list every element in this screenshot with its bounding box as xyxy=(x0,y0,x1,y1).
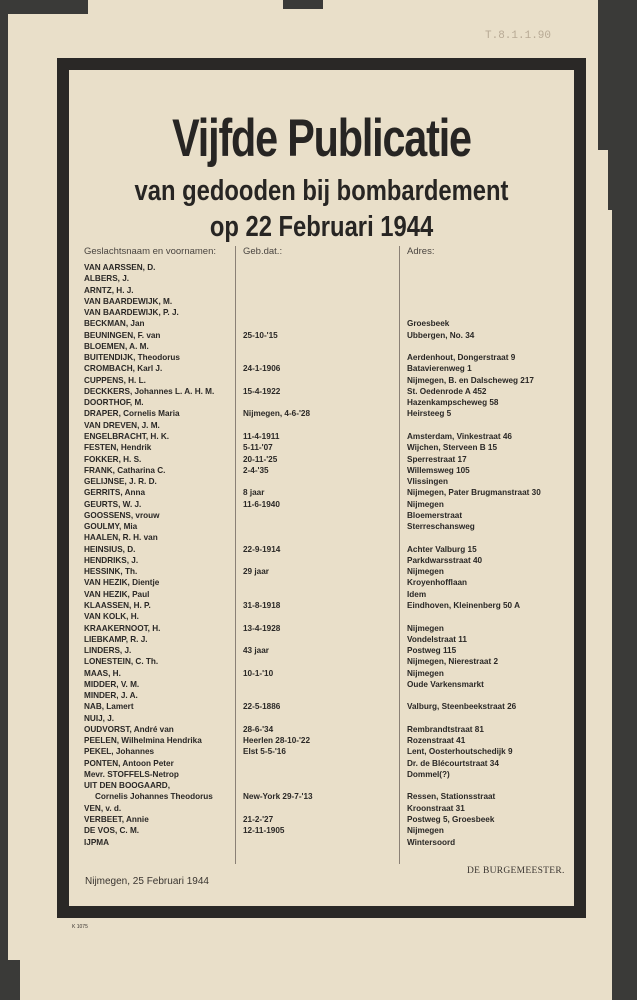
victim-name: GERRITS, Anna xyxy=(84,488,146,498)
victim-address: Heirsteeg 5 xyxy=(407,409,452,419)
victim-name: PEKEL, Johannes xyxy=(84,747,155,757)
victim-name: VAN BAARDEWIJK, P. J. xyxy=(84,308,179,318)
header-address: Adres: xyxy=(407,246,435,257)
list-item xyxy=(69,758,574,769)
victim-address: Rozenstraat 41 xyxy=(407,736,466,746)
birth-date: Heerlen 28-10-'22 xyxy=(243,736,311,746)
list-item xyxy=(69,352,574,363)
victim-name: VAN HEZIK, Paul xyxy=(84,589,150,599)
list-item xyxy=(69,397,574,408)
birth-date: 25-10-'15 xyxy=(243,330,278,340)
birth-date: 28-6-'34 xyxy=(243,724,274,734)
victim-name: NAB, Lamert xyxy=(84,702,134,712)
victim-address: Dr. de Blécourtstraat 34 xyxy=(407,758,499,768)
victim-name: GOULMY, Mia xyxy=(84,522,138,532)
poster-subtitle-2: op 22 Februari 1944 xyxy=(209,211,434,243)
victim-name: BEUNINGEN, F. van xyxy=(84,330,161,340)
list-item xyxy=(69,330,574,341)
victim-name: BLOEMEN, A. M. xyxy=(84,341,149,351)
birth-date: Elst 5-5-'16 xyxy=(243,747,286,757)
victim-name: MIDDER, V. M. xyxy=(84,679,140,689)
victim-name: UIT DEN BOOGAARD, xyxy=(84,781,170,791)
victim-address: Kroyenhofflaan xyxy=(407,578,468,588)
victim-name: DECKKERS, Johannes L. A. H. M. xyxy=(84,386,215,396)
birth-date: 31-8-1918 xyxy=(243,600,281,610)
victim-address: Nijmegen xyxy=(407,567,444,577)
victim-address: Kroonstraat 31 xyxy=(407,803,465,813)
victim-address: Ubbergen, No. 34 xyxy=(407,330,475,340)
list-item xyxy=(69,499,574,510)
victim-address: Nijmegen, B. en Dalscheweg 217 xyxy=(407,375,534,385)
victim-name: NUIJ, J. xyxy=(84,713,115,723)
victim-address: Wijchen, Sterveen B 15 xyxy=(407,443,498,453)
birth-date: 29 jaar xyxy=(243,567,269,577)
list-item xyxy=(69,273,574,284)
victim-name: KRAAKERNOOT, H. xyxy=(84,623,161,633)
victim-address: Eindhoven, Kleinenberg 50 A xyxy=(407,600,520,610)
list-item xyxy=(69,701,574,712)
list-item xyxy=(69,487,574,498)
victim-name: HEINSIUS, D. xyxy=(84,544,136,554)
list-item xyxy=(69,656,574,667)
list-item xyxy=(69,690,574,701)
birth-date: Nijmegen, 4-6-'28 xyxy=(243,409,311,419)
victim-name: KLAASSEN, H. P. xyxy=(84,600,151,610)
victim-address: Postweg 5, Groesbeek xyxy=(407,815,495,825)
victim-name: MAAS, H. xyxy=(84,668,121,678)
victim-name: CROMBACH, Karl J. xyxy=(84,364,163,374)
victim-name: BECKMAN, Jan xyxy=(84,319,145,329)
victim-name: FRANK, Catharina C. xyxy=(84,465,166,475)
list-item xyxy=(69,791,574,802)
victim-address: Aerdenhout, Dongerstraat 9 xyxy=(407,353,516,363)
victim-name: LONESTEIN, C. Th. xyxy=(84,657,159,667)
birth-date: 24-1-1906 xyxy=(243,364,281,374)
list-item xyxy=(69,375,574,386)
victim-name: PEELEN, Wilhelmina Hendrika xyxy=(84,736,202,746)
list-item xyxy=(69,408,574,419)
victim-name: DRAPER, Cornelis Maria xyxy=(84,409,180,419)
place-date: Nijmegen, 25 Februari 1944 xyxy=(85,876,209,887)
poster-frame xyxy=(57,58,586,918)
birth-date: 11-6-1940 xyxy=(243,499,280,509)
birth-date: 2-4-'35 xyxy=(243,465,269,475)
list-item xyxy=(69,318,574,329)
list-item xyxy=(69,442,574,453)
list-item xyxy=(69,724,574,735)
victim-address: Nijmegen xyxy=(407,668,444,678)
victim-address: Rembrandtstraat 81 xyxy=(407,724,484,734)
victim-name: LIEBKAMP, R. J. xyxy=(84,634,148,644)
victim-address: Lent, Oosterhoutschedijk 9 xyxy=(407,747,513,757)
victim-name: MINDER, J. A. xyxy=(84,691,138,701)
victim-name: LINDERS, J. xyxy=(84,646,132,656)
list-item xyxy=(69,600,574,611)
birth-date: 21-2-'27 xyxy=(243,815,274,825)
victim-address: Nijmegen xyxy=(407,499,444,509)
victim-address: Amsterdam, Vinkestraat 46 xyxy=(407,431,512,441)
victim-name: GELIJNSE, J. R. D. xyxy=(84,477,157,487)
victim-address: Willemsweg 105 xyxy=(407,465,470,475)
birth-date: 22-9-1914 xyxy=(243,544,281,554)
victim-name: VERBEET, Annie xyxy=(84,815,149,825)
poster-title: Vijfde Publicatie xyxy=(172,109,471,168)
list-item xyxy=(69,555,574,566)
victim-address: Nijmegen xyxy=(407,826,444,836)
victim-address: Vlissingen xyxy=(407,477,448,487)
print-mark: K 1075 xyxy=(72,924,88,930)
victim-address: Bloemerstraat xyxy=(407,510,463,520)
victim-name: GEURTS, W. J. xyxy=(84,499,142,509)
list-item xyxy=(69,611,574,622)
list-item xyxy=(69,285,574,296)
victim-address: Postweg 115 xyxy=(407,646,457,656)
victim-address: Oude Varkensmarkt xyxy=(407,679,484,689)
list-item xyxy=(69,713,574,724)
list-item xyxy=(69,780,574,791)
victim-name: VAN BAARDEWIJK, M. xyxy=(84,296,173,306)
victim-address: Nijmegen xyxy=(407,623,444,633)
list-item xyxy=(69,837,574,848)
victim-name: HAALEN, R. H. van xyxy=(84,533,158,543)
list-item xyxy=(69,532,574,543)
list-item xyxy=(69,465,574,476)
list-item xyxy=(69,510,574,521)
archive-mark: T.8.1.1.90 xyxy=(485,30,552,42)
list-item xyxy=(69,589,574,600)
list-item xyxy=(69,746,574,757)
victim-address: Nijmegen, Pater Brugmanstraat 30 xyxy=(407,488,541,498)
victim-address: Sperrestraat 17 xyxy=(407,454,467,464)
victim-address: Valburg, Steenbeekstraat 26 xyxy=(407,702,517,712)
list-item xyxy=(69,521,574,532)
victim-address: Batavierenweg 1 xyxy=(407,364,472,374)
victim-name: DOORTHOF, M. xyxy=(84,398,144,408)
list-item xyxy=(69,386,574,397)
list-item xyxy=(69,431,574,442)
list-item xyxy=(69,668,574,679)
birth-date: 11-4-1911 xyxy=(243,431,280,441)
birth-date: 8 jaar xyxy=(243,488,265,498)
list-item xyxy=(69,341,574,352)
list-item xyxy=(69,679,574,690)
victim-name: Mevr. STOFFELS-Netrop xyxy=(84,769,179,779)
list-item xyxy=(69,262,574,273)
list-item xyxy=(69,420,574,431)
list-item xyxy=(69,296,574,307)
victim-address: Wintersoord xyxy=(407,837,456,847)
victim-address: Parkdwarsstraat 40 xyxy=(407,555,483,565)
birth-date: 10-1-'10 xyxy=(243,668,274,678)
list-item xyxy=(69,454,574,465)
list-item xyxy=(69,623,574,634)
victim-name: VEN, v. d. xyxy=(84,803,122,813)
victim-name: VAN DREVEN, J. M. xyxy=(84,420,160,430)
birth-date: New-York 29-7-'13 xyxy=(243,792,313,802)
header-name: Geslachtsnaam en voornamen: xyxy=(84,246,217,257)
victim-name: ARNTZ, H. J. xyxy=(84,285,134,295)
birth-date: 20-11-'25 xyxy=(243,454,278,464)
victim-name: FESTEN, Hendrik xyxy=(84,443,152,453)
list-item xyxy=(69,634,574,645)
list-item xyxy=(69,476,574,487)
victim-name: GOOSSENS, vrouw xyxy=(84,510,160,520)
victim-address: Ressen, Stationsstraat xyxy=(407,792,496,802)
list-item xyxy=(69,577,574,588)
victim-name: VAN KOLK, H. xyxy=(84,612,139,622)
victim-name: VAN AARSSEN, D. xyxy=(84,263,156,272)
birth-date: 5-11-'07 xyxy=(243,443,273,453)
victim-name: DE VOS, C. M. xyxy=(84,826,140,836)
birth-date: 12-11-1905 xyxy=(243,826,285,836)
victim-name: FOKKER, H. S. xyxy=(84,454,142,464)
victim-name: HESSINK, Th. xyxy=(84,567,138,577)
poster-subtitle-1: van gedooden bij bombardement xyxy=(134,175,509,207)
birth-date: 22-5-1886 xyxy=(243,702,281,712)
list-item xyxy=(69,544,574,555)
victim-address: St. Oedenrode A 452 xyxy=(407,386,487,396)
signature: DE BURGEMEESTER. xyxy=(467,866,565,876)
victim-address: Idem xyxy=(407,589,427,599)
victim-address: Achter Valburg 15 xyxy=(407,544,477,554)
list-item xyxy=(69,363,574,374)
victim-name: BUITENDIJK, Theodorus xyxy=(84,353,180,363)
victim-name: IJPMA xyxy=(84,837,110,847)
list-item xyxy=(69,769,574,780)
list-item xyxy=(69,825,574,836)
victim-name: HENDRIKS, J. xyxy=(84,555,139,565)
victim-name: CUPPENS, H. L. xyxy=(84,375,146,385)
victim-address: Nijmegen, Nierestraat 2 xyxy=(407,657,499,667)
victim-name: ALBERS, J. xyxy=(84,274,130,284)
list-item xyxy=(69,803,574,814)
victim-name: Cornelis Johannes Theodorus xyxy=(95,792,213,802)
victim-name: OUDVORST, André van xyxy=(84,724,174,734)
birth-date: 15-4-1922 xyxy=(243,386,281,396)
victim-address: Groesbeek xyxy=(407,319,450,329)
victims-list xyxy=(69,262,574,848)
victim-name: PONTEN, Antoon Peter xyxy=(84,758,174,768)
victim-name: ENGELBRACHT, H. K. xyxy=(84,431,170,441)
victim-address: Hazenkampscheweg 58 xyxy=(407,398,499,408)
birth-date: 43 jaar xyxy=(243,646,269,656)
header-date: Geb.dat.: xyxy=(243,246,283,257)
list-item xyxy=(69,814,574,825)
list-item xyxy=(69,307,574,318)
list-item xyxy=(69,566,574,577)
victim-name: VAN HEZIK, Dientje xyxy=(84,578,160,588)
list-item xyxy=(69,735,574,746)
list-item xyxy=(69,645,574,656)
victim-address: Dommel(?) xyxy=(407,769,450,779)
victim-address: Vondelstraat 11 xyxy=(407,634,467,644)
birth-date: 13-4-1928 xyxy=(243,623,281,633)
victim-address: Sterreschansweg xyxy=(407,522,475,532)
